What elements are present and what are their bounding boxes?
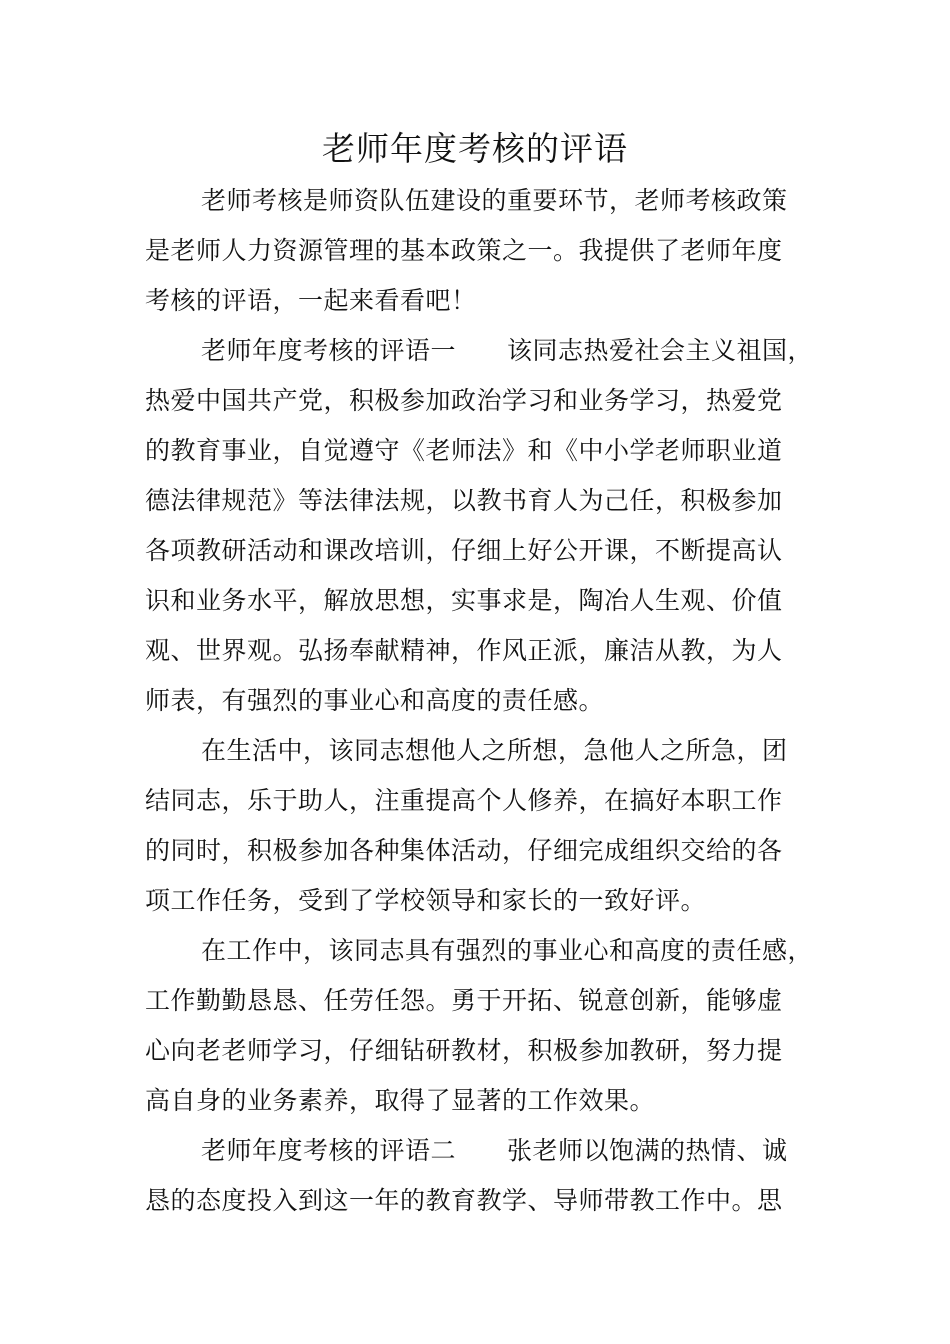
life-paragraph [145,726,825,926]
work-paragraph [145,926,825,1126]
comment-one-paragraph [145,326,825,726]
text-line: 项工作任务，受到了学校领导和家长的一致好评。 [145,886,707,915]
text-line: 老师年度考核的评语一 该同志热爱社会主义祖国， [201,336,814,365]
text-line: 各项教研活动和课改培训，仔细上好公开课，不断提高认 [145,536,783,565]
text-line: 观、世界观。弘扬奉献精神，作风正派，廉洁从教，为人 [145,636,783,665]
text-line: 在工作中，该同志具有强烈的事业心和高度的责任感， [201,936,814,965]
text-line: 的同时，积极参加各种集体活动，仔细完成组织交给的各 [145,836,783,865]
text-line: 结同志，乐于助人，注重提高个人修养，在搞好本职工作 [145,786,783,815]
text-line: 是老师人力资源管理的基本政策之一。我提供了老师年度 [145,236,783,265]
text-line: 师表，有强烈的事业心和高度的责任感。 [145,686,605,715]
text-line: 老师考核是师资队伍建设的重要环节，老师考核政策 [201,186,788,215]
text-line: 热爱中国共产党，积极参加政治学习和业务学习，热爱党 [145,386,783,415]
comment-two-paragraph [145,1126,825,1226]
text-line: 心向老老师学习，仔细钻研教材，积极参加教研，努力提 [145,1036,783,1065]
text-line: 高自身的业务素养，取得了显著的工作效果。 [145,1086,656,1115]
text-line: 老师年度考核的评语二 张老师以饱满的热情、诚 [201,1136,788,1165]
document-title: 老师年度考核的评语 [322,129,628,168]
text-line: 恳的态度投入到这一年的教育教学、导师带教工作中。思 [145,1186,783,1215]
text-line: 德法律规范》等法律法规，以教书育人为己任，积极参加 [145,486,783,515]
text-line: 考核的评语，一起来看看吧！ [145,286,477,315]
text-line: 识和业务水平，解放思想，实事求是，陶冶人生观、价值 [145,586,783,615]
text-line: 的教育事业，自觉遵守《老师法》和《中小学老师职业道 [145,436,783,465]
intro-paragraph [145,176,825,326]
document-body [145,176,825,1226]
text-line: 工作勤勤恳恳、任劳任怨。勇于开拓、锐意创新，能够虚 [145,986,783,1015]
text-line: 在生活中，该同志想他人之所想，急他人之所急，团 [201,736,788,765]
